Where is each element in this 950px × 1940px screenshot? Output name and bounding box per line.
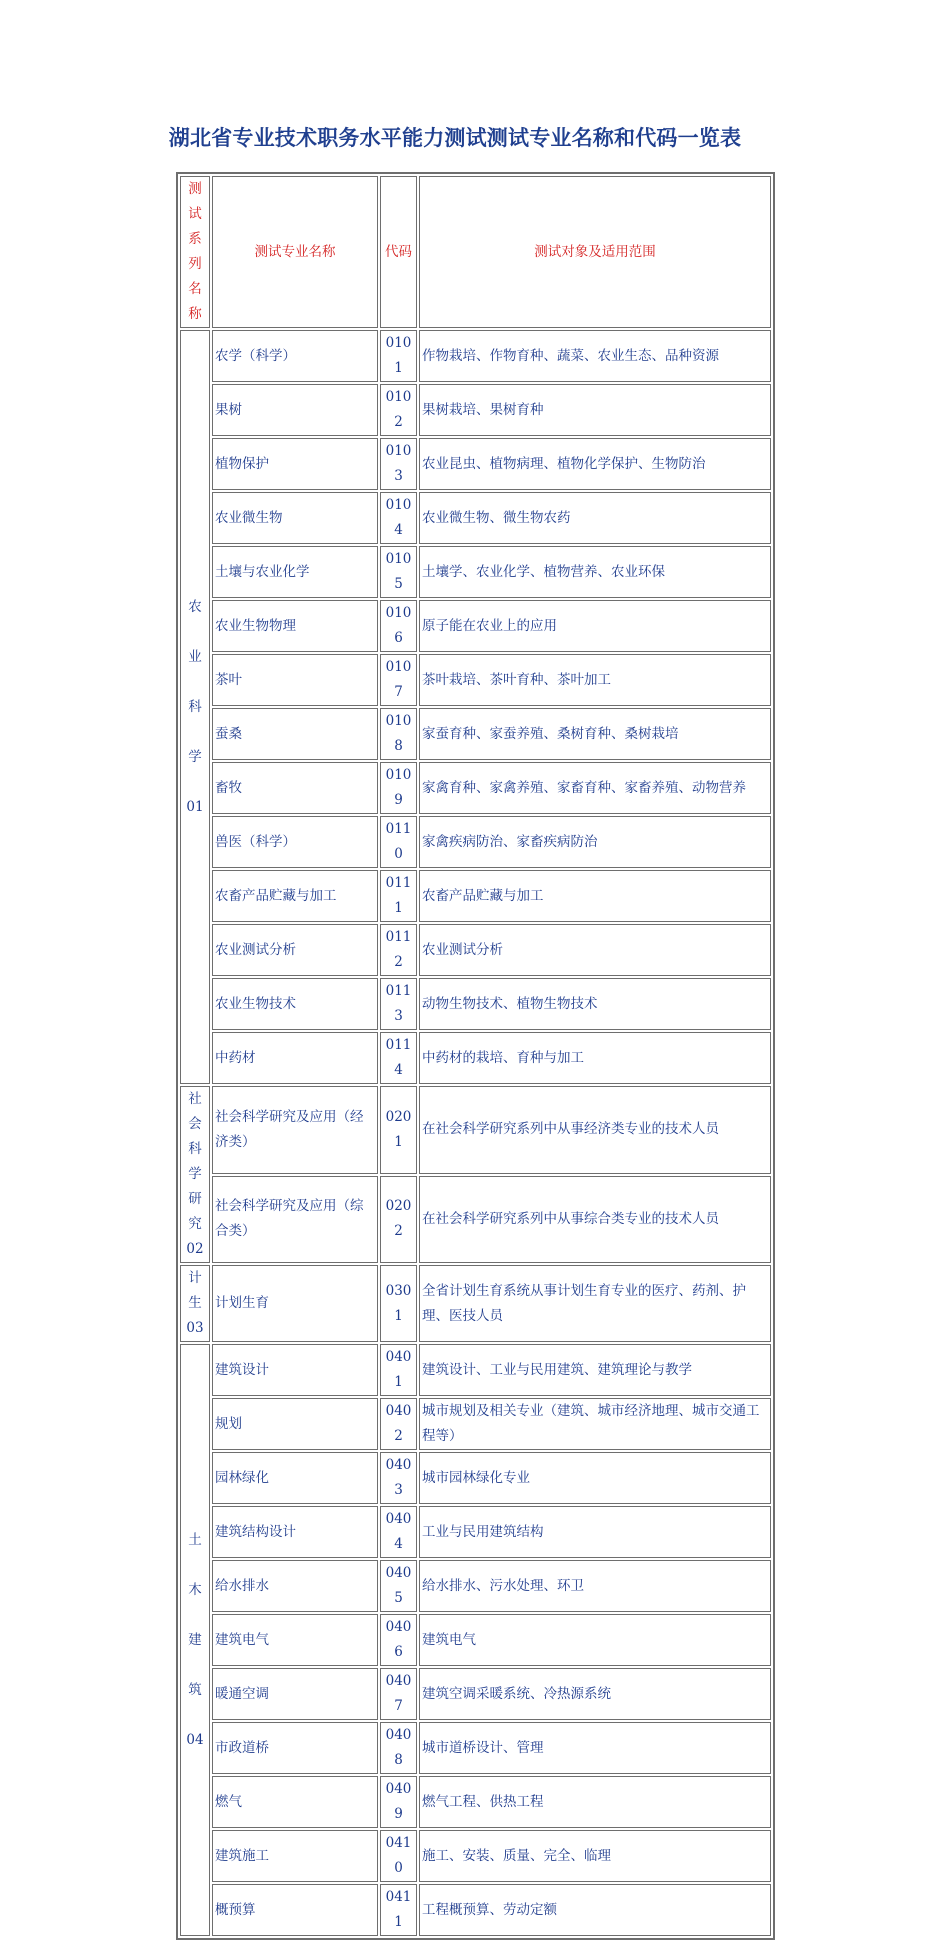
series-name-line: 科学 [188,1141,202,1182]
table-row [180,1452,771,1504]
header-series-line: 测试 [188,181,202,222]
profession-scope-cell: 给水排水、污水处理、环卫 [419,1560,771,1612]
profession-name-cell: 植物保护 [212,438,378,490]
profession-scope-cell: 城市园林绿化专业 [419,1452,771,1504]
header-row [180,176,771,328]
series-name-line: 筑 [188,1682,202,1698]
profession-code-cell: 0108 [380,708,417,760]
profession-scope-cell: 城市道桥设计、管理 [419,1722,771,1774]
profession-scope-cell: 在社会科学研究系列中从事经济类专业的技术人员 [419,1086,771,1174]
table-row [180,1398,771,1450]
series-name-line: 农 [188,599,202,615]
table-row [180,870,771,922]
profession-code-cell: 0105 [380,546,417,598]
profession-name-cell: 农业测试分析 [212,924,378,976]
profession-code-cell: 0408 [380,1722,417,1774]
profession-scope-cell: 家禽疾病防治、家畜疾病防治 [419,816,771,868]
profession-name-cell: 计划生育 [212,1265,378,1342]
profession-name-cell: 园林绿化 [212,1452,378,1504]
profession-scope-cell: 农业微生物、微生物农药 [419,492,771,544]
profession-code-cell: 0401 [380,1344,417,1396]
profession-scope-cell: 工业与民用建筑结构 [419,1506,771,1558]
profession-name-cell: 农学（科学） [212,330,378,382]
profession-scope-cell: 家蚕育种、家蚕养殖、桑树育种、桑树栽培 [419,708,771,760]
series-name-line: 业 [188,649,202,665]
table-row [180,1086,771,1174]
profession-name-cell: 给水排水 [212,1560,378,1612]
series-name-cell [180,1086,210,1263]
profession-code-cell: 0202 [380,1176,417,1264]
profession-code-cell: 0405 [380,1560,417,1612]
profession-scope-cell: 农畜产品贮藏与加工 [419,870,771,922]
profession-name-cell: 市政道桥 [212,1722,378,1774]
profession-code-cell: 0107 [380,654,417,706]
profession-scope-cell: 家禽育种、家禽养殖、家畜育种、家畜养殖、动物营养 [419,762,771,814]
series-name-line: 科 [188,699,202,715]
profession-scope-cell: 茶叶栽培、茶叶育种、茶叶加工 [419,654,771,706]
series-name-line: 建 [188,1632,202,1648]
profession-scope-cell: 建筑设计、工业与民用建筑、建筑理论与教学 [419,1344,771,1396]
profession-code-cell: 0402 [380,1398,417,1450]
series-name-line: 研究 [188,1191,202,1232]
table-row [180,762,771,814]
profession-scope-cell: 农业昆虫、植物病理、植物化学保护、生物防治 [419,438,771,490]
header-series-line: 名称 [188,281,202,322]
profession-code-table [176,172,775,1940]
table-row [180,1176,771,1264]
profession-code-cell: 0101 [380,330,417,382]
profession-name-cell: 建筑结构设计 [212,1506,378,1558]
series-name-line: 社会 [188,1091,202,1132]
profession-name-cell: 建筑设计 [212,1344,378,1396]
profession-scope-cell: 施工、安装、质量、完全、临理 [419,1830,771,1882]
series-name-line: 03 [186,1320,204,1336]
profession-scope-cell: 在社会科学研究系列中从事综合类专业的技术人员 [419,1176,771,1264]
table-row [180,492,771,544]
profession-scope-cell: 建筑空调采暖系统、冷热源系统 [419,1668,771,1720]
header-scope: 测试对象及适用范围 [419,176,771,328]
series-name-line: 04 [186,1732,204,1748]
profession-name-cell: 果树 [212,384,378,436]
table-row [180,330,771,382]
table-row [180,600,771,652]
profession-scope-cell: 城市规划及相关专业（建筑、城市经济地理、城市交通工程等） [419,1398,771,1450]
profession-name-cell: 社会科学研究及应用（综合类） [212,1176,378,1264]
profession-scope-cell: 动物生物技术、植物生物技术 [419,978,771,1030]
table-row [180,816,771,868]
profession-code-cell: 0301 [380,1265,417,1342]
table-row [180,1776,771,1828]
table-row [180,1265,771,1342]
profession-code-cell: 0103 [380,438,417,490]
profession-name-cell: 农业微生物 [212,492,378,544]
profession-scope-cell: 作物栽培、作物育种、蔬菜、农业生态、品种资源 [419,330,771,382]
table-row [180,924,771,976]
table-row [180,1830,771,1882]
profession-name-cell: 中药材 [212,1032,378,1084]
profession-scope-cell: 燃气工程、供热工程 [419,1776,771,1828]
profession-name-cell: 蚕桑 [212,708,378,760]
header-series-line: 系列 [188,231,202,272]
profession-scope-cell: 工程概预算、劳动定额 [419,1884,771,1936]
profession-code-cell: 0106 [380,600,417,652]
table-row [180,1614,771,1666]
header-series [180,176,210,328]
profession-name-cell: 土壤与农业化学 [212,546,378,598]
profession-scope-cell: 土壤学、农业化学、植物营养、农业环保 [419,546,771,598]
profession-code-cell: 0403 [380,1452,417,1504]
profession-scope-cell: 原子能在农业上的应用 [419,600,771,652]
profession-scope-cell: 建筑电气 [419,1614,771,1666]
profession-name-cell: 农业生物物理 [212,600,378,652]
profession-name-cell: 社会科学研究及应用（经济类） [212,1086,378,1174]
table-row [180,978,771,1030]
table-body [180,176,771,1936]
header-code: 代码 [380,176,417,328]
series-name-cell [180,1344,210,1936]
table-row [180,1884,771,1936]
profession-name-cell: 农畜产品贮藏与加工 [212,870,378,922]
profession-name-cell: 建筑施工 [212,1830,378,1882]
table-row [180,1506,771,1558]
profession-name-cell: 规划 [212,1398,378,1450]
profession-scope-cell: 中药材的栽培、育种与加工 [419,1032,771,1084]
profession-name-cell: 暖通空调 [212,1668,378,1720]
profession-code-cell: 0112 [380,924,417,976]
table-row [180,1560,771,1612]
profession-name-cell: 概预算 [212,1884,378,1936]
profession-code-cell: 0104 [380,492,417,544]
profession-name-cell: 兽医（科学） [212,816,378,868]
profession-code-cell: 0109 [380,762,417,814]
profession-code-cell: 0409 [380,1776,417,1828]
profession-name-cell: 燃气 [212,1776,378,1828]
profession-name-cell: 建筑电气 [212,1614,378,1666]
series-name-cell [180,330,210,1084]
profession-code-cell: 0404 [380,1506,417,1558]
series-name-line: 计生 [188,1270,202,1311]
profession-code-cell: 0411 [380,1884,417,1936]
profession-scope-cell: 农业测试分析 [419,924,771,976]
profession-name-cell: 茶叶 [212,654,378,706]
profession-code-cell: 0113 [380,978,417,1030]
profession-code-cell: 0111 [380,870,417,922]
header-name: 测试专业名称 [212,176,378,328]
profession-scope-cell: 果树栽培、果树育种 [419,384,771,436]
profession-code-cell: 0410 [380,1830,417,1882]
series-name-cell [180,1265,210,1342]
series-name-line: 土 [188,1532,202,1548]
profession-code-cell: 0201 [380,1086,417,1174]
profession-scope-cell: 全省计划生育系统从事计划生育专业的医疗、药剂、护理、医技人员 [419,1265,771,1342]
profession-name-cell: 农业生物技术 [212,978,378,1030]
page-title: 湖北省专业技术职务水平能力测试测试专业名称和代码一览表 [168,126,742,150]
profession-name-cell: 畜牧 [212,762,378,814]
profession-code-cell: 0114 [380,1032,417,1084]
table-row [180,1722,771,1774]
profession-code-cell: 0406 [380,1614,417,1666]
profession-code-cell: 0110 [380,816,417,868]
series-name-line: 木 [188,1582,202,1598]
profession-code-cell: 0102 [380,384,417,436]
table-row [180,384,771,436]
table-row [180,708,771,760]
table-row [180,546,771,598]
series-name-line: 02 [186,1241,204,1257]
table-row [180,1344,771,1396]
table-row [180,1668,771,1720]
series-name-line: 学 [188,749,202,765]
table-row [180,438,771,490]
table-row [180,654,771,706]
series-name-line: 01 [186,799,204,815]
table-row [180,1032,771,1084]
profession-code-cell: 0407 [380,1668,417,1720]
